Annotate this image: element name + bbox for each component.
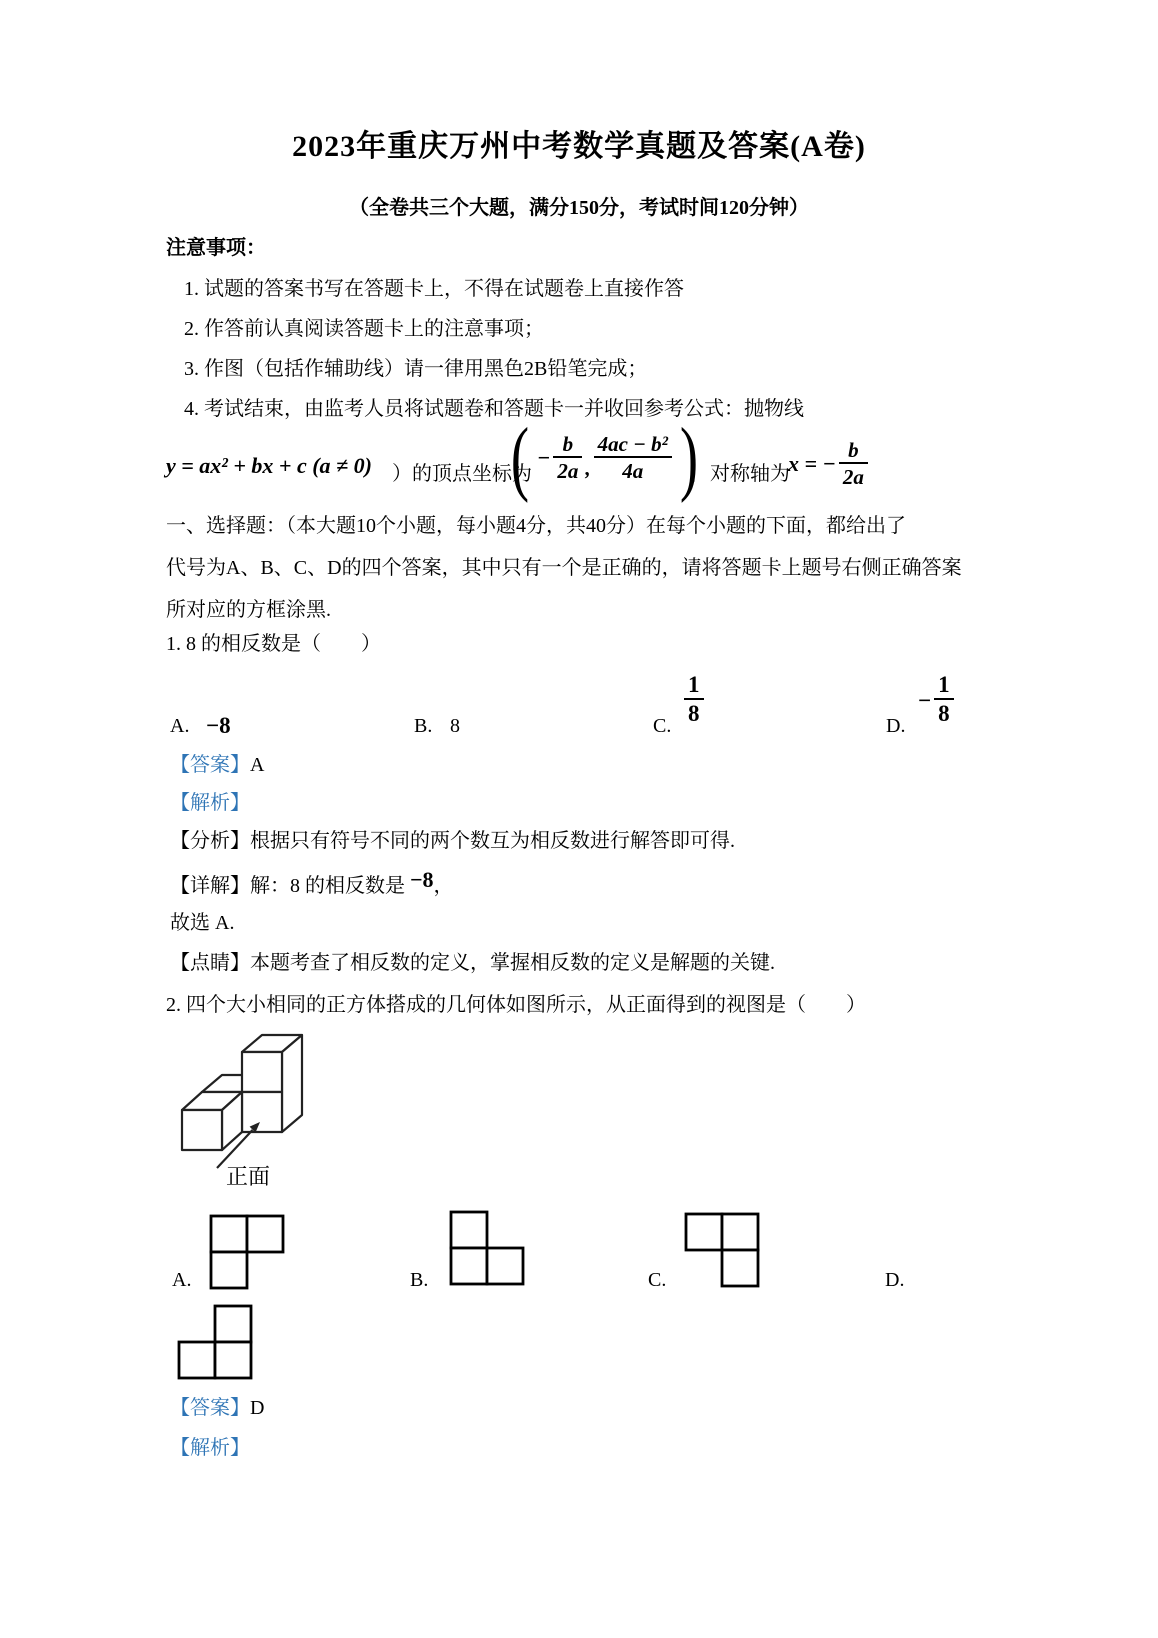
q1-detail-line — [170, 867, 454, 899]
vertex-pre-text: ）的顶点坐标为 — [392, 463, 532, 485]
q1-detail-math: −8 — [410, 867, 434, 892]
q1-conclusion: 故选 A. — [170, 912, 235, 934]
q1-option-d-sign: − — [918, 688, 932, 714]
q1-option-d-num: 1 — [938, 672, 950, 697]
vertex-expression — [506, 411, 703, 504]
q1-option-c-den: 8 — [684, 698, 704, 729]
notice-item-1: 1. 试题的答案书写在答题卡上，不得在试题卷上直接作答 — [184, 278, 684, 300]
axis-pre-text: ，对称轴为 — [690, 463, 790, 485]
formula-lhs-close: ) — [364, 453, 372, 478]
axis-lhs: x = − — [788, 451, 836, 477]
q1-detail-post: ， — [433, 875, 454, 897]
axis-frac — [839, 438, 868, 490]
q2-option-a-shape — [208, 1213, 286, 1291]
vertex-frac2 — [594, 432, 672, 484]
cube-assembly-figure — [172, 1022, 312, 1172]
vertex-frac2-num: 4ac − b² — [597, 431, 668, 456]
q2-option-b-label: B. — [410, 1269, 429, 1291]
q1-dianjing: 【点睛】本题考查了相反数的定义，掌握相反数的定义是解题的关键. — [170, 952, 775, 974]
vertex-frac1-num: b — [562, 431, 574, 456]
vertex-frac2-den: 4a — [594, 456, 672, 484]
right-stack-upper-front-face — [242, 1052, 282, 1092]
q1-option-d-fraction — [918, 672, 954, 729]
page-title: 2023年重庆万州中考数学真题及答案(A卷) — [292, 130, 866, 163]
section1-line-1: 一、选择题：（本大题10个小题，每小题4分，共40分）在每个小题的下面，都给出了 — [166, 515, 906, 537]
axis-expression — [788, 438, 868, 490]
page-subtitle: （全卷共三个大题，满分150分，考试时间120分钟） — [349, 197, 809, 219]
q2-jiexi-label: 【解析】 — [170, 1437, 250, 1459]
formula-parabola-lhs — [166, 452, 372, 480]
front-view-label: 正面 — [226, 1164, 271, 1189]
q1-jiexi-label: 【解析】 — [170, 792, 250, 814]
q2-option-a-label: A. — [172, 1269, 192, 1291]
q2-stem: 2. 四个大小相同的正方体搭成的几何体如图所示，从正面得到的视图是（ ） — [166, 994, 866, 1016]
q1-option-d-frac — [934, 672, 954, 729]
q1-option-d-den: 8 — [934, 698, 954, 729]
q1-option-b-value: 8 — [450, 715, 460, 737]
q1-answer-label: 【答案】 — [170, 754, 250, 776]
q1-option-a-value: −8 — [206, 713, 231, 738]
q1-option-c-num: 1 — [688, 672, 700, 697]
axis-frac-num: b — [848, 438, 859, 462]
q1-answer-value: A — [250, 754, 265, 776]
q1-option-d-label: D. — [886, 715, 906, 737]
vertex-frac1-sign: − — [536, 445, 551, 471]
q2-answer-label: 【答案】 — [170, 1397, 250, 1419]
axis-frac-den: 2a — [839, 462, 868, 490]
section1-line-2: 代号为A、B、C、D的四个答案，其中只有一个是正确的，请将答题卡上题号右侧正确答案 — [166, 557, 962, 579]
q2-option-c-shape — [683, 1211, 761, 1289]
notice-item-3: 3. 作图（包括作辅助线）请一律用黑色2B铅笔完成； — [184, 358, 648, 380]
front-left-cube-front-face — [182, 1110, 222, 1150]
q2-answer-line — [170, 1396, 264, 1421]
q1-option-a-label: A. — [170, 715, 190, 737]
vertex-comma: , — [585, 456, 591, 481]
q2-option-c-label: C. — [648, 1269, 667, 1291]
q1-option-b-label: B. — [414, 715, 433, 737]
q2-option-d-label: D. — [885, 1269, 905, 1291]
vertex-frac1-den: 2a — [553, 456, 582, 484]
q2-option-d-shape — [176, 1303, 254, 1381]
q1-option-c-label: C. — [653, 715, 672, 737]
q1-stem: 1. 8 的相反数是（ ） — [166, 633, 381, 655]
notices-heading: 注意事项： — [166, 237, 266, 259]
big-paren-close: ) — [679, 411, 699, 504]
vertex-frac1 — [553, 432, 582, 484]
q1-option-c-fraction — [684, 672, 704, 729]
q2-option-b-shape — [448, 1209, 526, 1287]
q2-answer-value: D — [250, 1397, 265, 1419]
section1-line-3: 所对应的方框涂黑. — [166, 599, 331, 621]
q1-analysis: 【分析】根据只有符号不同的两个数互为相反数进行解答即可得. — [170, 830, 735, 852]
notice-item-4: 4. 考试结束，由监考人员将试题卷和答题卡一并收回参考公式：抛物线 — [184, 398, 804, 420]
big-paren-open: ( — [510, 411, 530, 504]
right-stack-lower-front-face — [242, 1092, 282, 1132]
q1-detail-pre: 【详解】解：8 的相反数是 — [170, 875, 405, 897]
right-stack-side-face — [282, 1035, 302, 1132]
q1-answer-line — [170, 753, 264, 778]
notice-item-2: 2. 作答前认真阅读答题卡上的注意事项； — [184, 318, 544, 340]
formula-lhs-text: y = ax² + bx + c (a ≠ 0 — [166, 453, 365, 478]
